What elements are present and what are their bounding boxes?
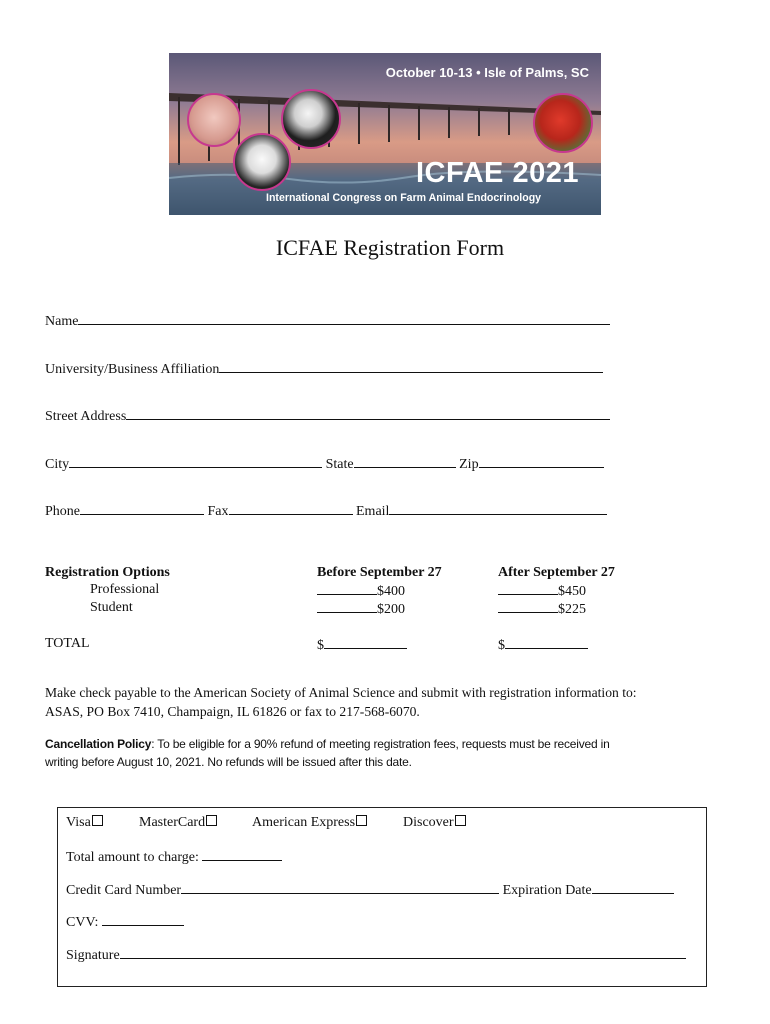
cancellation-policy — [45, 735, 735, 771]
total-after-prefix: $ — [498, 638, 505, 653]
phone-field[interactable] — [80, 502, 204, 515]
student-after-price: $225 — [558, 602, 586, 617]
total-before-prefix: $ — [317, 638, 324, 653]
signature-label: Signature — [66, 948, 120, 963]
name-field[interactable] — [78, 312, 610, 325]
event-banner — [169, 53, 601, 215]
street-label: Street Address — [45, 409, 127, 424]
fax-label: Fax — [207, 504, 229, 519]
city-label: City — [45, 457, 70, 472]
total-charge-row — [66, 848, 282, 866]
affiliation-label: University/Business Affiliation — [45, 362, 220, 377]
payment-line-2: ASAS, PO Box 7410, Champaign, IL 61826 or fax to 217-568-6070. — [45, 704, 420, 719]
name-label: Name — [45, 314, 79, 329]
professional-before-blank[interactable] — [317, 582, 377, 595]
professional-after-price: $450 — [558, 584, 586, 599]
zip-field[interactable] — [479, 455, 604, 468]
total-before-row[interactable] — [317, 636, 407, 654]
professional-after-blank[interactable] — [498, 582, 558, 595]
signature-row — [66, 946, 686, 964]
before-deadline-header: Before September 27 — [317, 565, 442, 580]
card-option-mastercard[interactable] — [139, 815, 217, 831]
rooster-photo — [533, 93, 593, 153]
signature-field[interactable] — [120, 946, 686, 959]
professional-before-price: $400 — [377, 584, 405, 599]
payment-line-1: Make check payable to the American Society of Animal Science and submit with registration information to: — [45, 685, 637, 700]
state-label: State — [325, 457, 354, 472]
total-after-field[interactable] — [505, 636, 588, 649]
sheep-photo — [233, 133, 291, 191]
amex-label: American Express — [252, 815, 356, 830]
after-deadline-header: After September 27 — [498, 565, 615, 580]
card-number-label: Credit Card Number — [66, 883, 182, 898]
street-row — [45, 407, 610, 425]
city-field[interactable] — [69, 455, 322, 468]
student-before-blank[interactable] — [317, 600, 377, 613]
form-title: ICFAE Registration Form — [275, 235, 505, 260]
professional-after-row[interactable] — [498, 582, 586, 600]
cancellation-line-1: : To be eligible for a 90% refund of meeting registration fees, requests must be received in — [151, 737, 610, 751]
total-charge-field[interactable] — [202, 848, 282, 861]
fax-field[interactable] — [229, 502, 353, 515]
option-student-label: Student — [90, 600, 133, 615]
discover-label: Discover — [403, 815, 454, 830]
student-after-row[interactable] — [498, 600, 586, 618]
cvv-row — [66, 913, 184, 931]
total-after-row[interactable] — [498, 636, 588, 654]
mastercard-label: MasterCard — [139, 815, 206, 830]
discover-checkbox[interactable] — [455, 815, 466, 826]
state-field[interactable] — [354, 455, 456, 468]
student-before-price: $200 — [377, 602, 405, 617]
total-charge-label: Total amount to charge: — [66, 850, 199, 865]
affiliation-field[interactable] — [219, 360, 603, 373]
student-after-blank[interactable] — [498, 600, 558, 613]
email-field[interactable] — [389, 502, 607, 515]
card-option-amex[interactable] — [252, 815, 367, 831]
total-before-field[interactable] — [324, 636, 407, 649]
card-option-discover[interactable] — [403, 815, 466, 831]
zip-label: Zip — [459, 457, 479, 472]
visa-label: Visa — [66, 815, 91, 830]
cancellation-line-2: writing before August 10, 2021. No refunds will be issued after this date. — [45, 755, 412, 769]
option-professional-label: Professional — [90, 582, 160, 597]
banner-date-location: October 10-13 • Isle of Palms, SC — [385, 65, 589, 80]
affiliation-row — [45, 360, 603, 378]
phone-fax-email-row — [45, 502, 607, 520]
registration-options-header: Registration Options — [45, 565, 170, 580]
cvv-label: CVV: — [66, 915, 99, 930]
banner-title: ICFAE 2021 — [416, 157, 579, 189]
card-number-row — [66, 881, 674, 899]
mastercard-checkbox[interactable] — [206, 815, 217, 826]
card-number-field[interactable] — [181, 881, 499, 894]
banner-subtitle: International Congress on Farm Animal Endocrinology — [266, 192, 542, 204]
card-option-visa[interactable] — [66, 815, 103, 831]
student-before-row[interactable] — [317, 600, 405, 618]
phone-label: Phone — [45, 504, 80, 519]
city-state-zip-row — [45, 455, 604, 473]
cvv-field[interactable] — [102, 913, 184, 926]
cow-photo — [281, 89, 341, 149]
expiration-field[interactable] — [592, 881, 674, 894]
cancellation-label: Cancellation Policy — [45, 737, 152, 751]
professional-before-row[interactable] — [317, 582, 405, 600]
amex-checkbox[interactable] — [356, 815, 367, 826]
email-label: Email — [356, 504, 390, 519]
street-field[interactable] — [126, 407, 610, 420]
payment-instructions — [45, 683, 735, 721]
pig-photo — [187, 93, 241, 147]
total-label: TOTAL — [45, 636, 90, 651]
name-row — [45, 312, 610, 330]
visa-checkbox[interactable] — [92, 815, 103, 826]
expiration-label: Expiration Date — [502, 883, 592, 898]
